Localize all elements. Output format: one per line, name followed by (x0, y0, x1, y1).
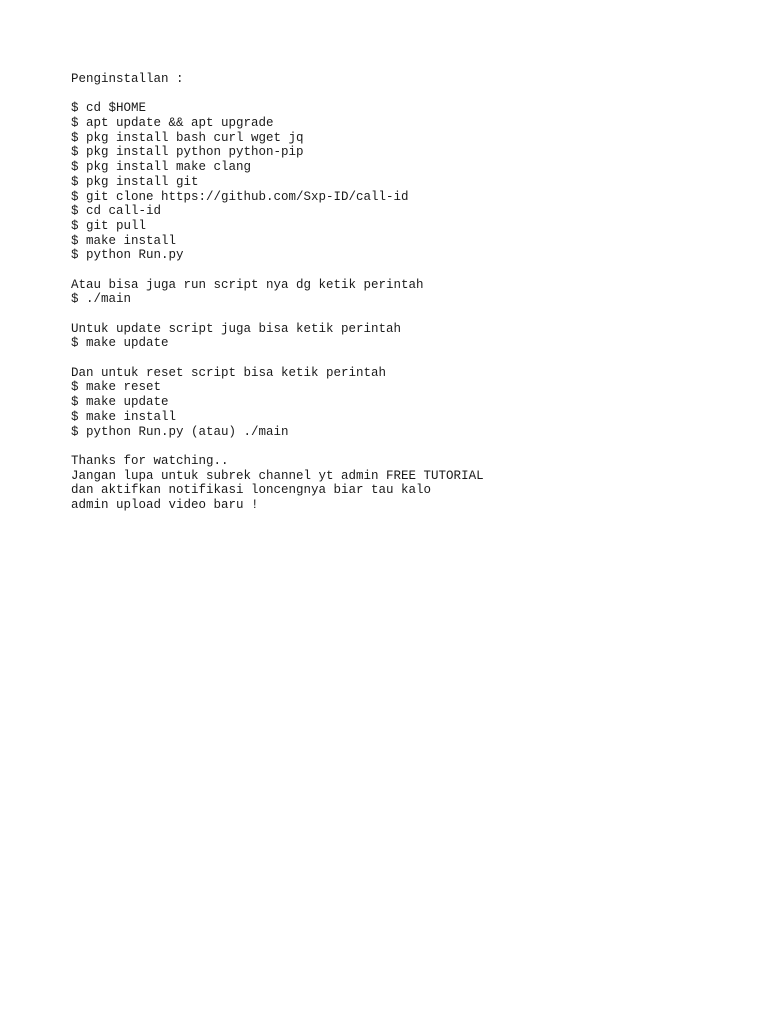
command-line: $ pkg install make clang (71, 160, 252, 175)
closing-line: dan aktifkan notifikasi loncengnya biar tau kalo (71, 483, 432, 498)
section-heading: Penginstallan : (71, 72, 184, 86)
command-line: $ pkg install python python-pip (71, 145, 304, 160)
command-line: $ make reset (71, 380, 162, 395)
document-body (71, 72, 751, 527)
command-line: $ git clone https://github.com/Sxp-ID/call-id (71, 189, 409, 204)
command-line: $ make install (71, 409, 177, 424)
command-line: $ python Run.py (71, 248, 184, 263)
command-line: $ cd $HOME (71, 101, 147, 116)
command-line: $ pkg install bash curl wget jq (71, 130, 304, 145)
update-text: Untuk update script juga bisa ketik perintah (71, 321, 402, 336)
command-line: $ make install (71, 233, 177, 248)
install-section (71, 72, 751, 87)
alt-run-text: Atau bisa juga run script nya dg ketik perintah (71, 277, 424, 292)
closing-line: Thanks for watching.. (71, 453, 229, 468)
command-line: $ cd call-id (71, 204, 162, 219)
command-line: $ apt update && apt upgrade (71, 116, 274, 131)
closing-line: Jangan lupa untuk subrek channel yt admin FREE TUTORIAL (71, 468, 484, 483)
command-line: $ make update (71, 336, 169, 351)
reset-section (71, 366, 751, 439)
command-line: $ ./main (71, 292, 132, 307)
command-line: $ pkg install git (71, 174, 199, 189)
alt-run-section (71, 278, 751, 307)
closing-line: admin upload video baru ! (71, 497, 259, 512)
command-line: $ make update (71, 395, 169, 410)
command-line: $ python Run.py (atau) ./main (71, 424, 289, 439)
command-line: $ git pull (71, 218, 147, 233)
closing-section (71, 454, 751, 513)
update-section (71, 322, 751, 351)
reset-text: Dan untuk reset script bisa ketik perintah (71, 365, 387, 380)
install-commands (71, 101, 751, 263)
